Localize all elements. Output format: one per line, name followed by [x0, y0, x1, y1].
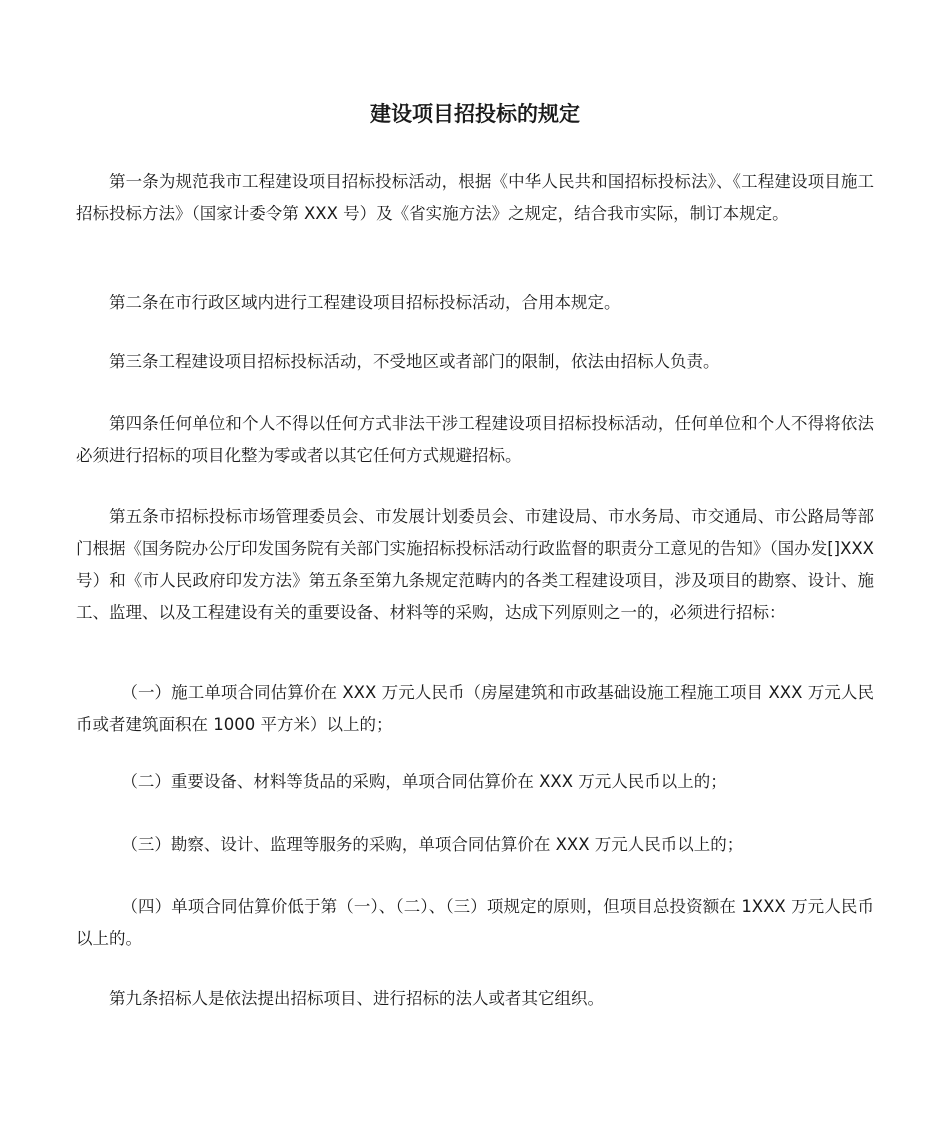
document-title: 建设项目招投标的规定 [370, 102, 580, 126]
article-3-paragraph: 第三条工程建设项目招标投标活动，不受地区或者部门的限制，依法由招标人负责。 [109, 352, 720, 371]
clause-3-paragraph: （三）勘察、设计、监理等服务的采购，单项合同估算价在 XXX 万元人民币以上的； [121, 835, 744, 854]
clause-2-paragraph: （二）重要设备、材料等货品的采购，单项合同估算价在 XXX 万元人民币以上的； [121, 772, 727, 791]
article-9-paragraph: 第九条招标人是依法提出招标项目、进行招标的法人或者其它组织。 [109, 989, 604, 1008]
article-4-paragraph: 第四条任何单位和个人不得以任何方式非法干涉工程建设项目招标投标活动，任何单位和个人不得将依法必须进行招标的项目化整为零或者以其它任何方式规避招标。 [76, 414, 874, 465]
article-5-paragraph: 第五条市招标投标市场管理委员会、市发展计划委员会、市建设局、市水务局、市交通局、市公路局等部门根据《国务院办公厅印发国务院有关部门实施招标投标活动行政监督的职责分工意见的告知》（国办发[]XXX 号）和《市人民政府印发方法》第五条至第九条规定范畴内的各类工程建设项目，涉及项目的勘察、设计、施工、监理、以及工程建设有关的重要设备、材料等的采购，达成下列原则之一的，必须进行招标： [76, 507, 874, 622]
clause-4-paragraph: （四）单项合同估算价低于第（一）、（二）、（三）项规定的原则，但项目总投资额在 1XXX 万元人民币以上的。 [76, 897, 874, 948]
article-2-paragraph: 第二条在市行政区域内进行工程建设项目招标投标活动，合用本规定。 [109, 293, 621, 312]
clause-1-paragraph: （一）施工单项合同估算价在 XXX 万元人民币（房屋建筑和市政基础设施工程施工项目 XXX 万元人民币或者建筑面积在 1000 平方米）以上的； [76, 683, 874, 734]
article-1-paragraph: 第一条为规范我市工程建设项目招标投标活动，根据《中华人民共和国招标投标法》、《工程建设项目施工招标投标方法》（国家计委令第 XXX 号）及《省实施方法》之规定，结合我市实际，制订本规定。 [76, 172, 874, 223]
